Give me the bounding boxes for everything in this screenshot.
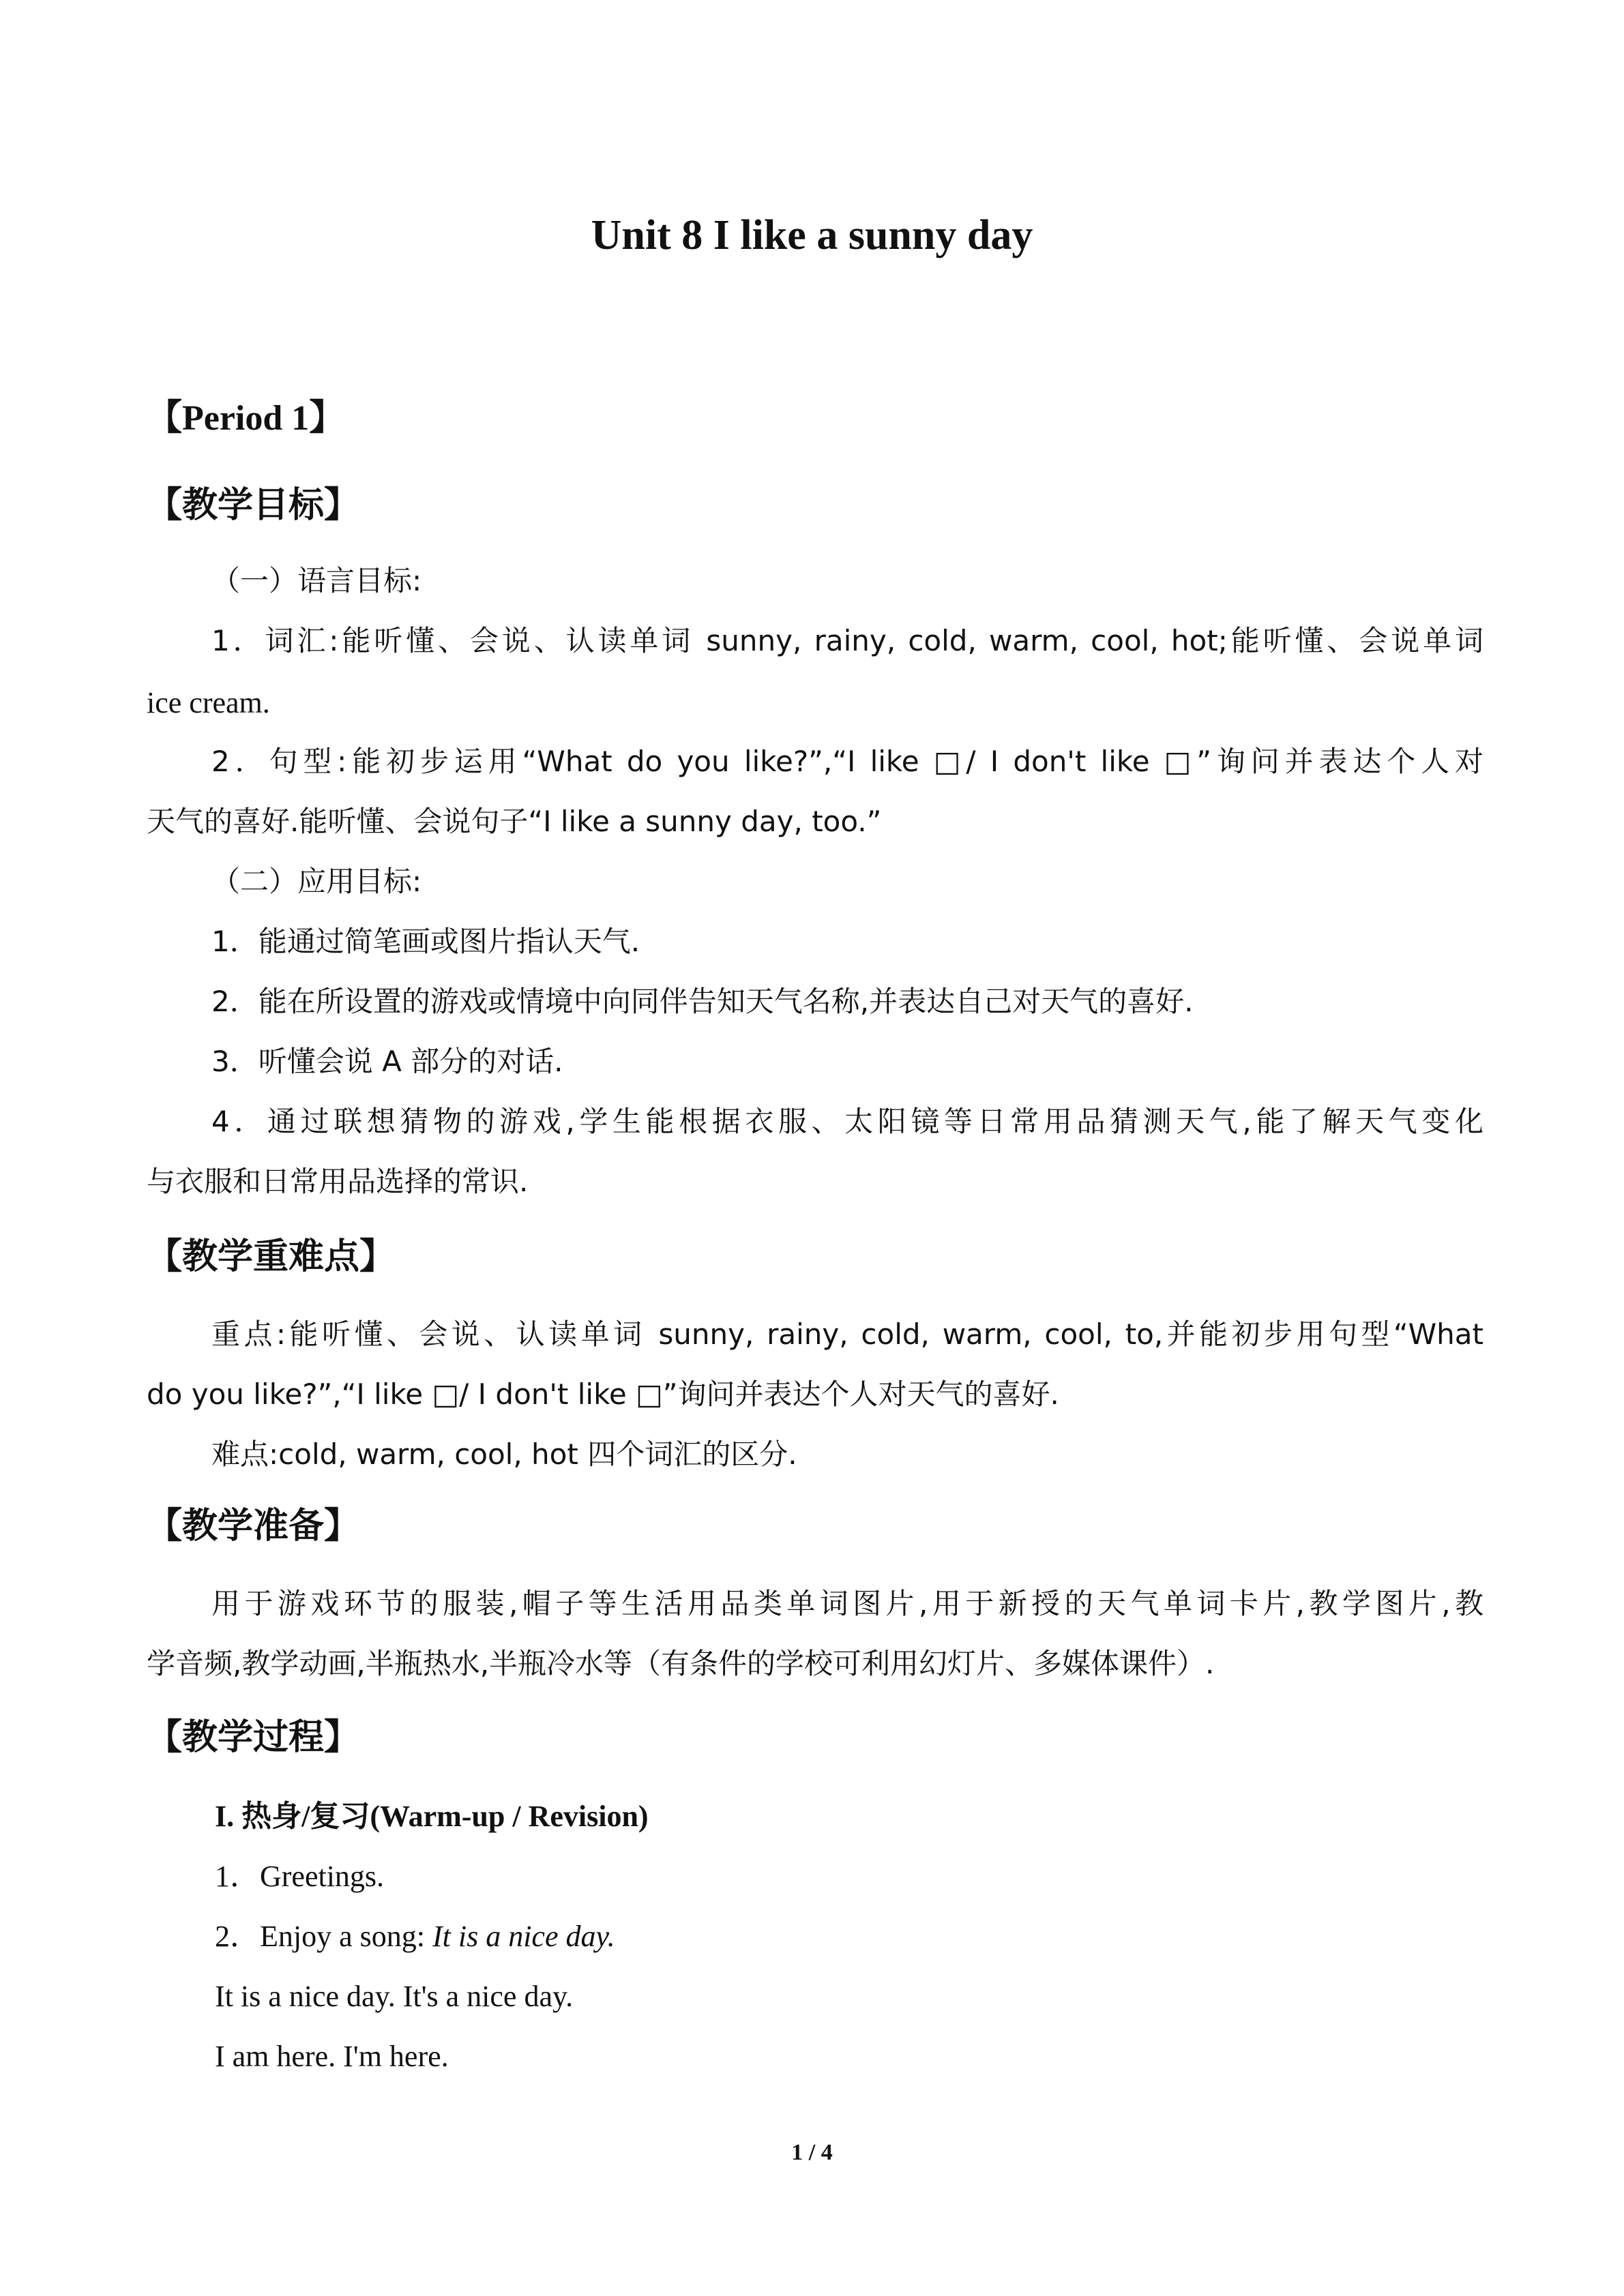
key-point-line2: do you like?”,“I like □/ I don't like □”询问并表达个人对天气的喜好. [147,1377,1059,1411]
section-preparation-heading: 【教学准备】 [147,1506,360,1547]
application-goals-heading: （二）应用目标: [211,865,422,898]
song-title: It is a nice day. [432,1920,615,1953]
objective-item2-line1: 2．句型:能初步运用“What do you like?”,“I like □/ I don't like □”询问并表达个人对 [211,745,1483,778]
section-objectives-heading: 【教学目标】 [147,485,360,526]
section-key-points-heading: 【教学重难点】 [147,1236,396,1277]
language-goals-heading: （一）语言目标: [211,564,422,597]
objective-item1-line1: 1．词汇:能听懂、会说、认读单词 sunny, rainy, cold, warm, cool, hot;能听懂、会说单词 [211,624,1483,657]
application-item4-line1: 4．通过联想猜物的游戏,学生能根据衣服、太阳镜等日常用品猜测天气,能了解天气变化 [211,1105,1483,1138]
objective-item1-line2: ice cream. [147,686,270,719]
section-process-heading: 【教学过程】 [147,1717,360,1758]
warm-up-step-heading: I. 热身/复习(Warm-up / Revision) [215,1800,649,1833]
application-item4-line2: 与衣服和日常用品选择的常识. [147,1165,529,1198]
song-lyric-line2: I am here. I'm here. [215,2040,449,2073]
difficult-point: 难点:cold, warm, cool, hot 四个词汇的区分. [211,1437,797,1471]
application-item3: 3．听懂会说 A 部分的对话. [211,1045,563,1078]
application-item1: 1．能通过简笔画或图片指认天气. [211,925,640,958]
preparation-line1: 用于游戏环节的服装,帽子等生活用品类单词图片,用于新授的天气单词卡片,教学图片,教 [211,1587,1483,1620]
greetings-item: 1．Greetings. [215,1860,385,1893]
document-title: Unit 8 I like a sunny day [591,212,1033,258]
objective-item2-line2: 天气的喜好.能听懂、会说句子“I like a sunny day, too.” [147,805,882,838]
song-item [215,1917,615,1956]
page-number: 1 / 4 [791,2140,833,2165]
preparation-line2: 学音频,教学动画,半瓶热水,半瓶冷水等（有条件的学校可利用幻灯片、多媒体课件）. [147,1647,1215,1680]
key-point-line1: 重点:能听懂、会说、认读单词 sunny, rainy, cold, warm, cool, to,并能初步用句型“What [211,1317,1483,1351]
application-item2: 2．能在所设置的游戏或情境中向同伴告知天气名称,并表达自己对天气的喜好. [211,985,1194,1018]
song-lyric-line1: It is a nice day. It's a nice day. [215,1980,574,2013]
song-item-prefix: 2．Enjoy a song: [215,1920,432,1953]
period-heading: 【Period 1】 [147,399,345,438]
